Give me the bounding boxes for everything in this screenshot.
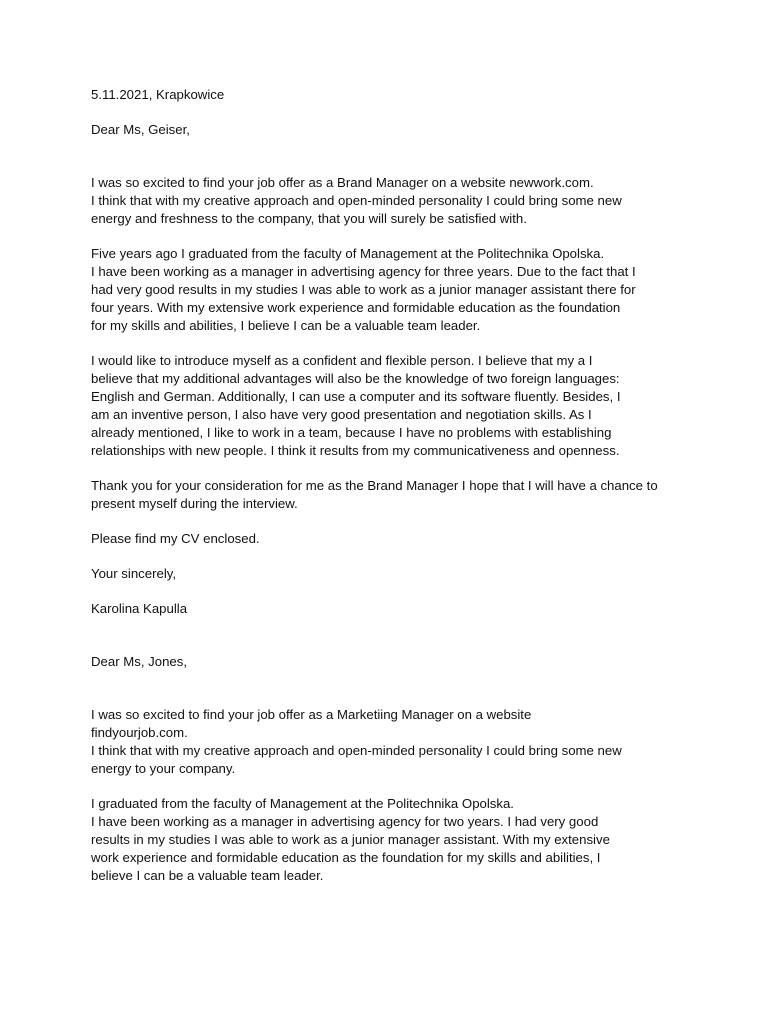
salutation-line: Dear Ms, Geiser, xyxy=(91,122,190,137)
salutation-line: Dear Ms, Jones, xyxy=(91,654,188,669)
text-line: believe I can be a valuable team leader. xyxy=(91,868,324,883)
letter1-paragraph-2 xyxy=(91,245,691,335)
letter2-paragraph-1 xyxy=(91,706,691,778)
text-line: I was so excited to find your job offer as a Marketiing Manager on a website xyxy=(91,707,532,722)
text-line: already mentioned, I like to work in a team, because I have no problems with establishing xyxy=(91,425,612,440)
text-line: I think that with my creative approach and open-minded personality I could bring some new xyxy=(91,743,622,758)
text-line: am an inventive person, I also have very good presentation and negotiation skills. As I xyxy=(91,407,592,422)
letter2-paragraph-2 xyxy=(91,795,691,885)
text-line: relationships with new people. I think it results from my communicativeness and openness. xyxy=(91,443,620,458)
date-line: 5.11.2021, Krapkowice xyxy=(91,87,225,102)
text-line: findyourjob.com. xyxy=(91,725,188,740)
letter2-salutation xyxy=(91,653,691,671)
document-page xyxy=(91,86,691,902)
letter1-signature xyxy=(91,600,691,618)
text-line: I have been working as a manager in advertising agency for three years. Due to the fact that I xyxy=(91,264,636,279)
text-line: English and German. Additionally, I can use a computer and its software fluently. Besides, I xyxy=(91,389,621,404)
text-line: four years. With my extensive work experience and formidable education as the foundation xyxy=(91,300,621,315)
text-line: I was so excited to find your job offer as a Brand Manager on a website newwork.com. xyxy=(91,175,594,190)
text-line: for my skills and abilities, I believe I can be a valuable team leader. xyxy=(91,318,481,333)
signature-name: Karolina Kapulla xyxy=(91,601,188,616)
text-line: Five years ago I graduated from the faculty of Management at the Politechnika Opolska. xyxy=(91,246,605,261)
letter1-paragraph-4 xyxy=(91,477,691,513)
text-line: results in my studies I was able to work as a junior manager assistant. With my extensive xyxy=(91,832,610,847)
text-line: I would like to introduce myself as a confident and flexible person. I believe that my a I xyxy=(91,353,593,368)
closing-line: Your sincerely, xyxy=(91,566,177,581)
text-line: energy and freshness to the company, that you will surely be satisfied with. xyxy=(91,211,527,226)
text-line: present myself during the interview. xyxy=(91,496,298,511)
text-line: Please find my CV enclosed. xyxy=(91,531,260,546)
text-line: I graduated from the faculty of Management at the Politechnika Opolska. xyxy=(91,796,514,811)
text-line: had very good results in my studies I was able to work as a junior manager assistant there for xyxy=(91,282,636,297)
text-line: I have been working as a manager in advertising agency for two years. I had very good xyxy=(91,814,599,829)
text-line: energy to your company. xyxy=(91,761,236,776)
letter1-salutation xyxy=(91,121,691,139)
letter1-paragraph-3 xyxy=(91,352,691,460)
text-line: work experience and formidable education as the foundation for my skills and abilities, I xyxy=(91,850,601,865)
text-line: I think that with my creative approach and open-minded personality I could bring some new xyxy=(91,193,622,208)
text-line: Thank you for your consideration for me as the Brand Manager I hope that I will have a chance to xyxy=(91,478,658,493)
letter1-paragraph-1 xyxy=(91,174,691,228)
letter1-paragraph-5 xyxy=(91,530,691,548)
letter-date xyxy=(91,86,691,104)
text-line: believe that my additional advantages will also be the knowledge of two foreign languages: xyxy=(91,371,620,386)
letter1-closing xyxy=(91,565,691,583)
